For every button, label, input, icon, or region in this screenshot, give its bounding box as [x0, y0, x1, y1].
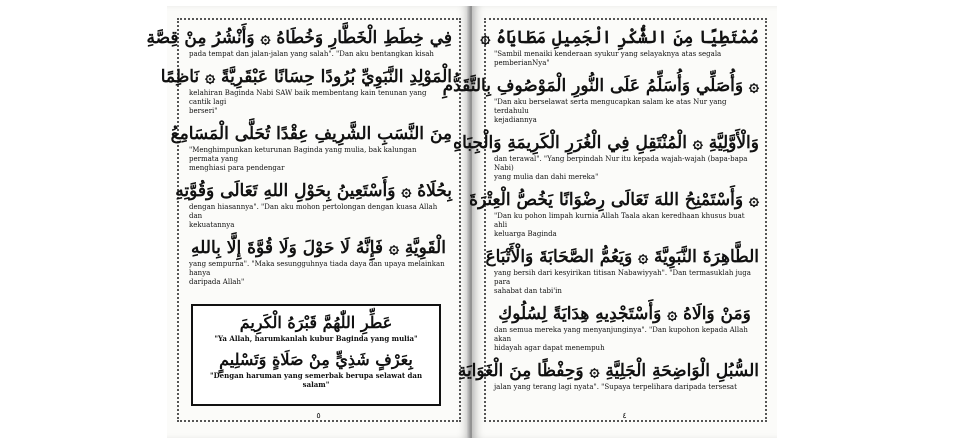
verse — [185, 236, 452, 287]
translation — [494, 98, 755, 125]
translation-line: dan terawal". "Yang berpindah Nur itu kepada wajah-wajah (bapa-bapa Nabi) — [494, 155, 748, 172]
arabic-verse: الطَّاهِرَةَ النَّبَوِيَّةَ ۞ وَيَعُمُّ الصَّحَابَةَ وَالْأَتْبَاعَ — [485, 247, 759, 267]
translation-line: keluarga Baginda — [494, 230, 557, 238]
translation: "Ya Allah, harumkanlah kubur Baginda yang mulia" — [214, 334, 418, 343]
translation-line: sahabat dan tabi'in — [494, 287, 562, 295]
translation — [494, 155, 755, 182]
translation — [189, 260, 448, 287]
translation-line: daripada Allah" — [189, 278, 245, 286]
verse — [160, 65, 452, 116]
arabic-verse: الْمَوْلِدِ النَّبَوِيِّ بُرُودًا حِسَانًا عَبْقَرِيَّةً ۞ نَاظِمًا — [160, 67, 452, 87]
right-page — [442, 6, 777, 438]
arabic-verse: وَالْأَوَّلِيَّةِ ۞ الْمُنْتَقِلِ فِي الْغُرَرِ الْكَرِيمَةِ وَالْجِبَاهِ — [453, 133, 759, 153]
translation — [189, 50, 448, 59]
translation — [494, 326, 755, 353]
translation-line: "Dan aku berselawat serta mengucapkan salam ke atas Nur yang terdahulu — [494, 98, 727, 115]
translation-line: pada tempat dan jalan-jalan yang salah". "Dan aku bentangkan kisah — [189, 50, 434, 58]
translation — [494, 269, 755, 296]
arabic-verse: السُّبُلِ الْوَاضِحَةِ الْجَلِيَّةِ ۞ وَحِفْظًا مِنَ الْغَوَايَةِ — [457, 361, 759, 381]
arabic-verse: الْقَوِيَّةِ ۞ فَإِنَّهُ لَا حَوْلَ وَلَا قُوَّةَ إِلَّا بِاللهِ — [191, 238, 446, 258]
translation-line: yang sempurna". "Maka sesungguhnya tiada daya dan upaya melainkan hanya — [189, 260, 445, 277]
verse — [485, 245, 759, 296]
translation-line: kejadiannya — [494, 116, 537, 124]
verse — [480, 26, 759, 68]
translation-line: kelahiran Baginda Nabi SAW baik membentang kain tenunan yang cantik lagi — [189, 89, 427, 106]
translation-line: kekuatannya — [189, 221, 235, 229]
translation-line: dengan hiasannya". "Dan aku mohon pertolongan dengan kuasa Allah dan — [189, 203, 438, 220]
arabic-verse: وَمَنْ وَالَاهُ ۞ وَأَسْتَجْدِيهِ هِدَايَةً لِسُلُوكِ — [498, 304, 751, 324]
translation-line: menghiasi para pendengar — [189, 164, 285, 172]
translation-line: "Menghimpunkan keturunan Baginda yang mulia, bak kalungan permata yang — [189, 146, 417, 163]
translation-line: yang mulia dan dahi mereka" — [494, 173, 599, 181]
verse — [469, 188, 759, 239]
verse — [146, 26, 452, 59]
translation — [189, 203, 448, 230]
translation — [189, 146, 448, 173]
left-page-content — [146, 26, 452, 293]
translation-line: "Sambil menaiki kenderaan syukur yang selayaknya atas segala — [494, 50, 722, 58]
translation-line: hidayah agar dapat menempuh — [494, 344, 605, 352]
arabic-verse: بِعَرْفٍ شَذِيٍّ مِنْ صَلَاةٍ وَتَسْلِيمٍ — [219, 350, 413, 369]
translation: "Dengan haruman yang semerbak berupa selawat dan salam" — [209, 371, 423, 389]
arabic-verse: ۞ وَأُصَلِّي وَأُسَلِّمُ عَلَى النُّورِ الْمَوْصُوفِ بِالتَّقَدُّمِ — [442, 76, 759, 96]
open-book — [146, 6, 777, 438]
translation — [494, 50, 755, 68]
arabic-verse: مِنَ النَّسَبِ الشَّرِيفِ عِقْدًا تُحَلَّى الْمَسَامِعُ — [170, 124, 452, 144]
page-number: ٤ — [622, 411, 627, 420]
arabic-verse: ۞ وَأَسْتَمْنِحُ اللهَ تَعَالَى رِضْوَانًا يَخُصُّ الْعِتْرَةَ — [469, 190, 759, 210]
translation — [189, 89, 448, 116]
translation-line: berseri" — [189, 107, 218, 115]
verse — [490, 302, 759, 353]
verse — [175, 179, 452, 230]
left-page — [146, 6, 470, 438]
verse — [457, 359, 759, 392]
translation — [494, 383, 755, 392]
verse — [170, 122, 452, 173]
translation-line: jalan yang terang lagi nyata". "Supaya terpelihara daripada tersesat — [494, 383, 737, 391]
translation-line: pemberianNya" — [494, 59, 550, 67]
arabic-verse: عَطِّرِ اللّٰهُمَّ قَبْرَهُ الْكَرِيمَ — [239, 313, 393, 332]
verse — [453, 131, 759, 182]
translation-line: dan semua mereka yang menyanjunginya". "Dan kupohon kepada Allah akan — [494, 326, 748, 343]
arabic-verse: فِي خِطَطِ الْخَطَّارِ وَخُطَاهُ ۞ وَأَنْشُرُ مِنْ قِصَّةِ — [146, 28, 452, 48]
translation-line: yang bersih dari kesyirikan titisan Nabawiyyah". "Dan termasuklah juga para — [494, 269, 751, 286]
arabic-verse: بِحُلَاهُ ۞ وَأَسْتَعِينُ بِحَوْلِ اللهِ تَعَالَى وَقُوَّتِهِ — [175, 181, 452, 201]
translation-line: "Dan ku pohon limpah kurnia Allah Taala akan keredhaan khusus buat ahli — [494, 212, 745, 229]
page-number: ٥ — [316, 411, 321, 420]
right-page-content — [442, 26, 759, 398]
translation — [494, 212, 755, 239]
boxed-prayer — [191, 304, 441, 406]
arabic-verse: مُمْتَطِيًا مِنَ الشُّكْرِ الْجَمِيلِ مَطَايَاهُ ۞ — [480, 28, 759, 48]
verse — [442, 74, 759, 125]
